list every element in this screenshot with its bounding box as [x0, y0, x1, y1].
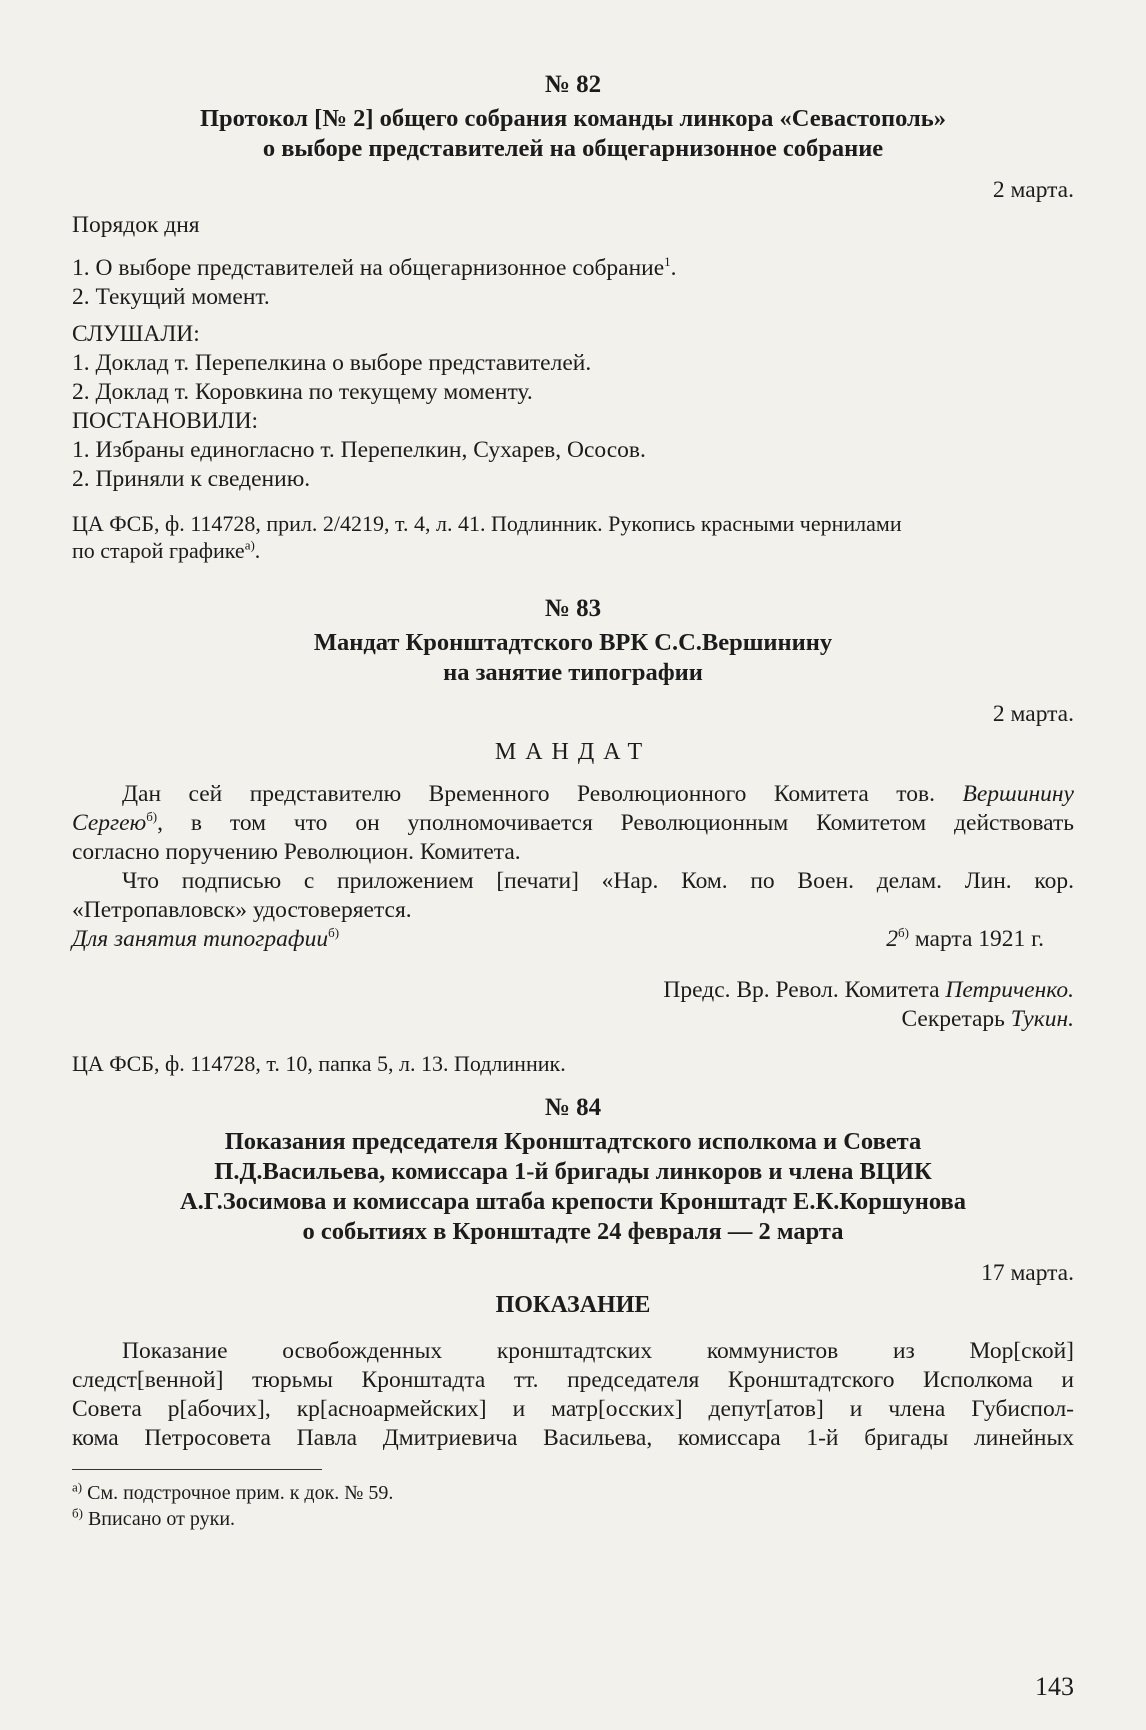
footnote-b: $^{б)}$ Вписано от руки. [72, 1505, 236, 1530]
doc82-agenda-item-1: 1. О выборе представителей на общегарнизонное собрание$^1$. [72, 254, 677, 281]
doc83-purpose-date-row [72, 925, 1074, 954]
doc83-title-line2: на занятие типографии [443, 659, 703, 686]
doc82-resolved-item-2: 2. Приняли к сведению. [72, 466, 311, 492]
doc82-resolved-item-1: 1. Избраны единогласно т. Перепелкин, Сухарев, Ососов. [72, 437, 646, 463]
doc83-signature-chairman: Предс. Вр. Револ. Комитета Петриченко. [663, 977, 1074, 1003]
doc83-date: 2 марта. [992, 701, 1074, 727]
doc82-heard-item-2: 2. Доклад т. Коровкина по текущему моменту. [72, 379, 533, 405]
doc83-number: № 83 [544, 595, 602, 622]
doc84-paragraph-1: Показание освобожденных кронштадтских коммунистов из Мор[ской] следст[венной] тюрьмы Кронштадта тт. председателя Кронштадтского Исполкома и Совета р[абочих], кр[асноармейских] и матр[осских] депут[атов] и члена Губиспол- кома Петросовета Павла Дмитриевича Васильева, комиссара 1-й бригады линейных [72, 1338, 1074, 1451]
doc84-title-line2: П.Д.Васильева, комиссара 1-й бригады линкоров и члена ВЦИК [214, 1158, 932, 1185]
doc84-title-line4: о событиях в Кронштадте 24 февраля — 2 марта [302, 1218, 844, 1245]
doc82-agenda-item-2: 2. Текущий момент. [72, 284, 270, 310]
document-page [72, 64, 1074, 1704]
doc83-source: ЦА ФСБ, ф. 114728, т. 10, папка 5, л. 13. Подлинник. [72, 1051, 566, 1076]
doc84-title-line3: А.Г.Зосимова и комиссара штаба крепости Кронштадт Е.К.Коршунова [179, 1188, 967, 1215]
doc84-date: 17 марта. [981, 1260, 1074, 1286]
doc84-number: № 84 [544, 1094, 602, 1121]
doc84-heading: ПОКАЗАНИЕ [495, 1292, 651, 1318]
doc82-title-line2: о выборе представителей на общегарнизонное собрание [262, 135, 884, 162]
doc82-heard-label: СЛУШАЛИ: [72, 321, 200, 347]
footnote-divider [72, 1469, 322, 1470]
page-number: 143 [1035, 1672, 1074, 1701]
doc83-title-line1: Мандат Кронштадтского ВРК С.С.Вершинину [313, 629, 833, 656]
doc83-paragraph-1: Дан сей представителю Временного Революционного Комитета тов. Вершинину Сергею$^{б)}$, в том что он уполномочивается Революционным Комитетом действовать согласно поручению Революцион. Комитета. [72, 781, 1074, 865]
doc82-date: 2 марта. [992, 177, 1074, 203]
doc83-paragraph-2: Что подписью с приложением [печати] «Нар. Ком. по Воен. делам. Лин. кор. «Петропавловск» удостоверяется. [72, 868, 1074, 923]
doc82-title-line1: Протокол [№ 2] общего собрания команды линкора «Севастополь» [200, 105, 946, 132]
doc82-resolved-label: ПОСТАНОВИЛИ: [72, 408, 259, 434]
doc84-title-line1: Показания председателя Кронштадтского исполкома и Совета [224, 1128, 922, 1155]
doc82-agenda-label: Порядок дня [72, 212, 200, 238]
doc83-heading: МАНДАТ [494, 739, 652, 765]
doc83-signature-secretary: Секретарь Тукин. [901, 1006, 1074, 1032]
doc82-heard-item-1: 1. Доклад т. Перепелкина о выборе представителей. [72, 350, 592, 376]
doc83-mandate-date: $2^{б)}$ марта 1921 г. [886, 925, 1044, 952]
footnote-a: $^{а)}$ См. подстрочное прим. к док. № 59. [72, 1479, 394, 1504]
doc82-number: № 82 [544, 71, 602, 98]
doc82-source: ЦА ФСБ, ф. 114728, прил. 2/4219, т. 4, л. 41. Подлинник. Рукопись красными чернилами по старой графике$^{а)}$. [72, 511, 902, 563]
doc83-purpose: Для занятия типографии$^{б)}$ [72, 925, 340, 952]
